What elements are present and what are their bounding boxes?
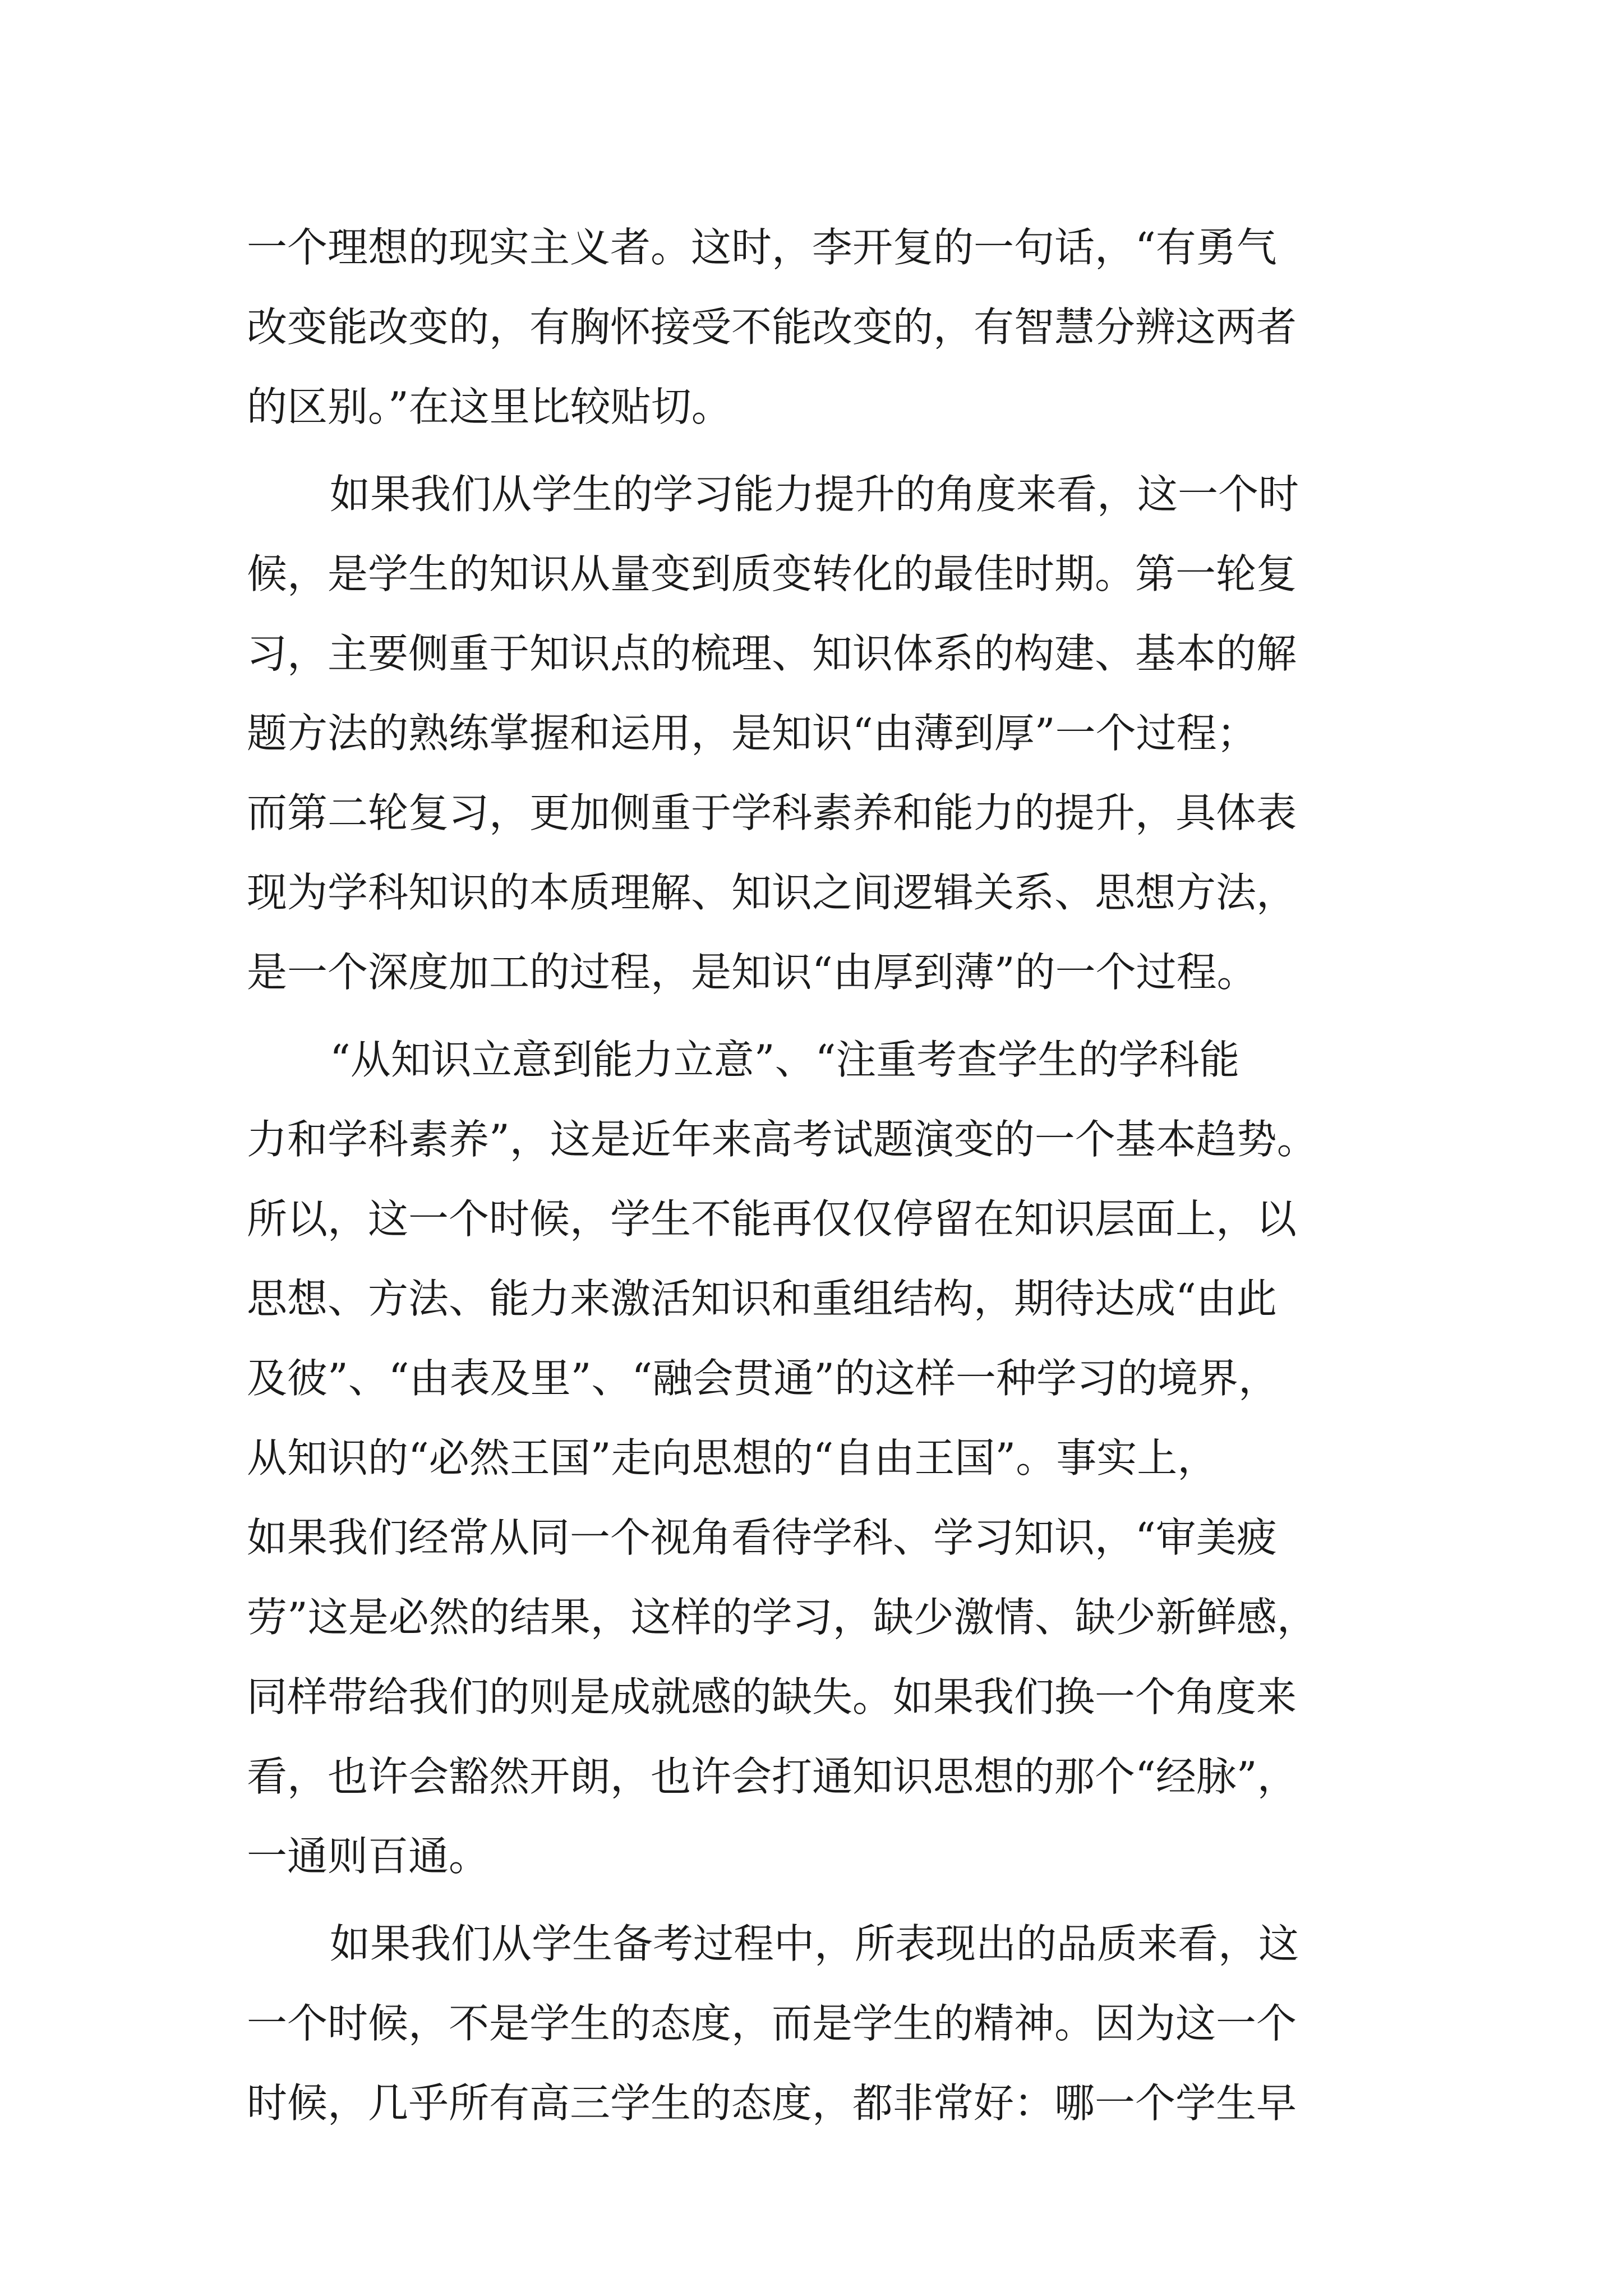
text-line: 题方法的熟练掌握和运用，是知识“由薄到厚”一个过程； — [247, 710, 1257, 757]
paragraph — [247, 208, 1385, 447]
paragraph — [247, 454, 1385, 1012]
text-line: 劳”这是必然的结果，这样的学习，缺少激情、缺少新鲜感， — [247, 1594, 1317, 1641]
text-line: 一通则百通。 — [247, 1833, 490, 1880]
text-line: 而第二轮复习，更加侧重于学科素养和能力的提升，具体表 — [247, 789, 1297, 836]
text-line: 同样带给我们的则是成就感的缺失。如果我们换一个角度来 — [247, 1673, 1297, 1720]
text-line: 一个时候，不是学生的态度，而是学生的精神。因为这一个 — [247, 2000, 1297, 2047]
text-line: 思想、方法、能力来激活知识和重组结构，期待达成“由此 — [247, 1275, 1277, 1322]
text-line: 的区别。”在这里比较贴切。 — [247, 383, 732, 430]
text-line: 如果我们从学生备考过程中，所表现出的品质来看，这 — [330, 1920, 1299, 1967]
text-line: “从知识立意到能力立意”、“注重考查学生的学科能 — [330, 1036, 1240, 1083]
paragraph-spacer — [247, 1012, 1385, 1020]
text-line: 看，也许会豁然开朗，也许会打通知识思想的那个“经脉”， — [247, 1753, 1298, 1800]
text-line: 习，主要侧重于知识点的梳理、知识体系的构建、基本的解 — [247, 630, 1297, 677]
paragraph — [247, 1020, 1385, 1896]
text-line: 如果我们经常从同一个视角看待学科、学习知识，“审美疲 — [247, 1514, 1277, 1561]
text-line: 现为学科知识的本质理解、知识之间逻辑关系、思想方法， — [247, 869, 1297, 916]
text-line: 力和学科素养”，这是近年来高考试题演变的一个基本趋势。 — [247, 1116, 1317, 1163]
document-body — [247, 208, 1385, 2143]
text-line: 一个理想的现实主义者。这时，李开复的一句话，“有勇气 — [247, 224, 1277, 271]
text-line: 是一个深度加工的过程，是知识“由厚到薄”的一个过程。 — [247, 949, 1257, 996]
paragraph-spacer — [247, 447, 1385, 454]
text-line: 如果我们从学生的学习能力提升的角度来看，这一个时 — [330, 471, 1299, 518]
text-line: 所以，这一个时候，学生不能再仅仅停留在知识层面上，以 — [247, 1195, 1297, 1243]
paragraph — [247, 1904, 1385, 2143]
text-line: 候，是学生的知识从量变到质变转化的最佳时期。第一轮复 — [247, 550, 1297, 597]
paragraph-spacer — [247, 1896, 1385, 1904]
text-line: 改变能改变的，有胸怀接受不能改变的，有智慧分辨这两者 — [247, 303, 1297, 351]
text-line: 及彼”、“由表及里”、“融会贯通”的这样一种学习的境界， — [247, 1355, 1279, 1402]
text-line: 从知识的“必然王国”走向思想的“自由王国”。事实上， — [247, 1434, 1218, 1481]
text-line: 时候，几乎所有高三学生的态度，都非常好：哪一个学生早 — [247, 2079, 1297, 2127]
